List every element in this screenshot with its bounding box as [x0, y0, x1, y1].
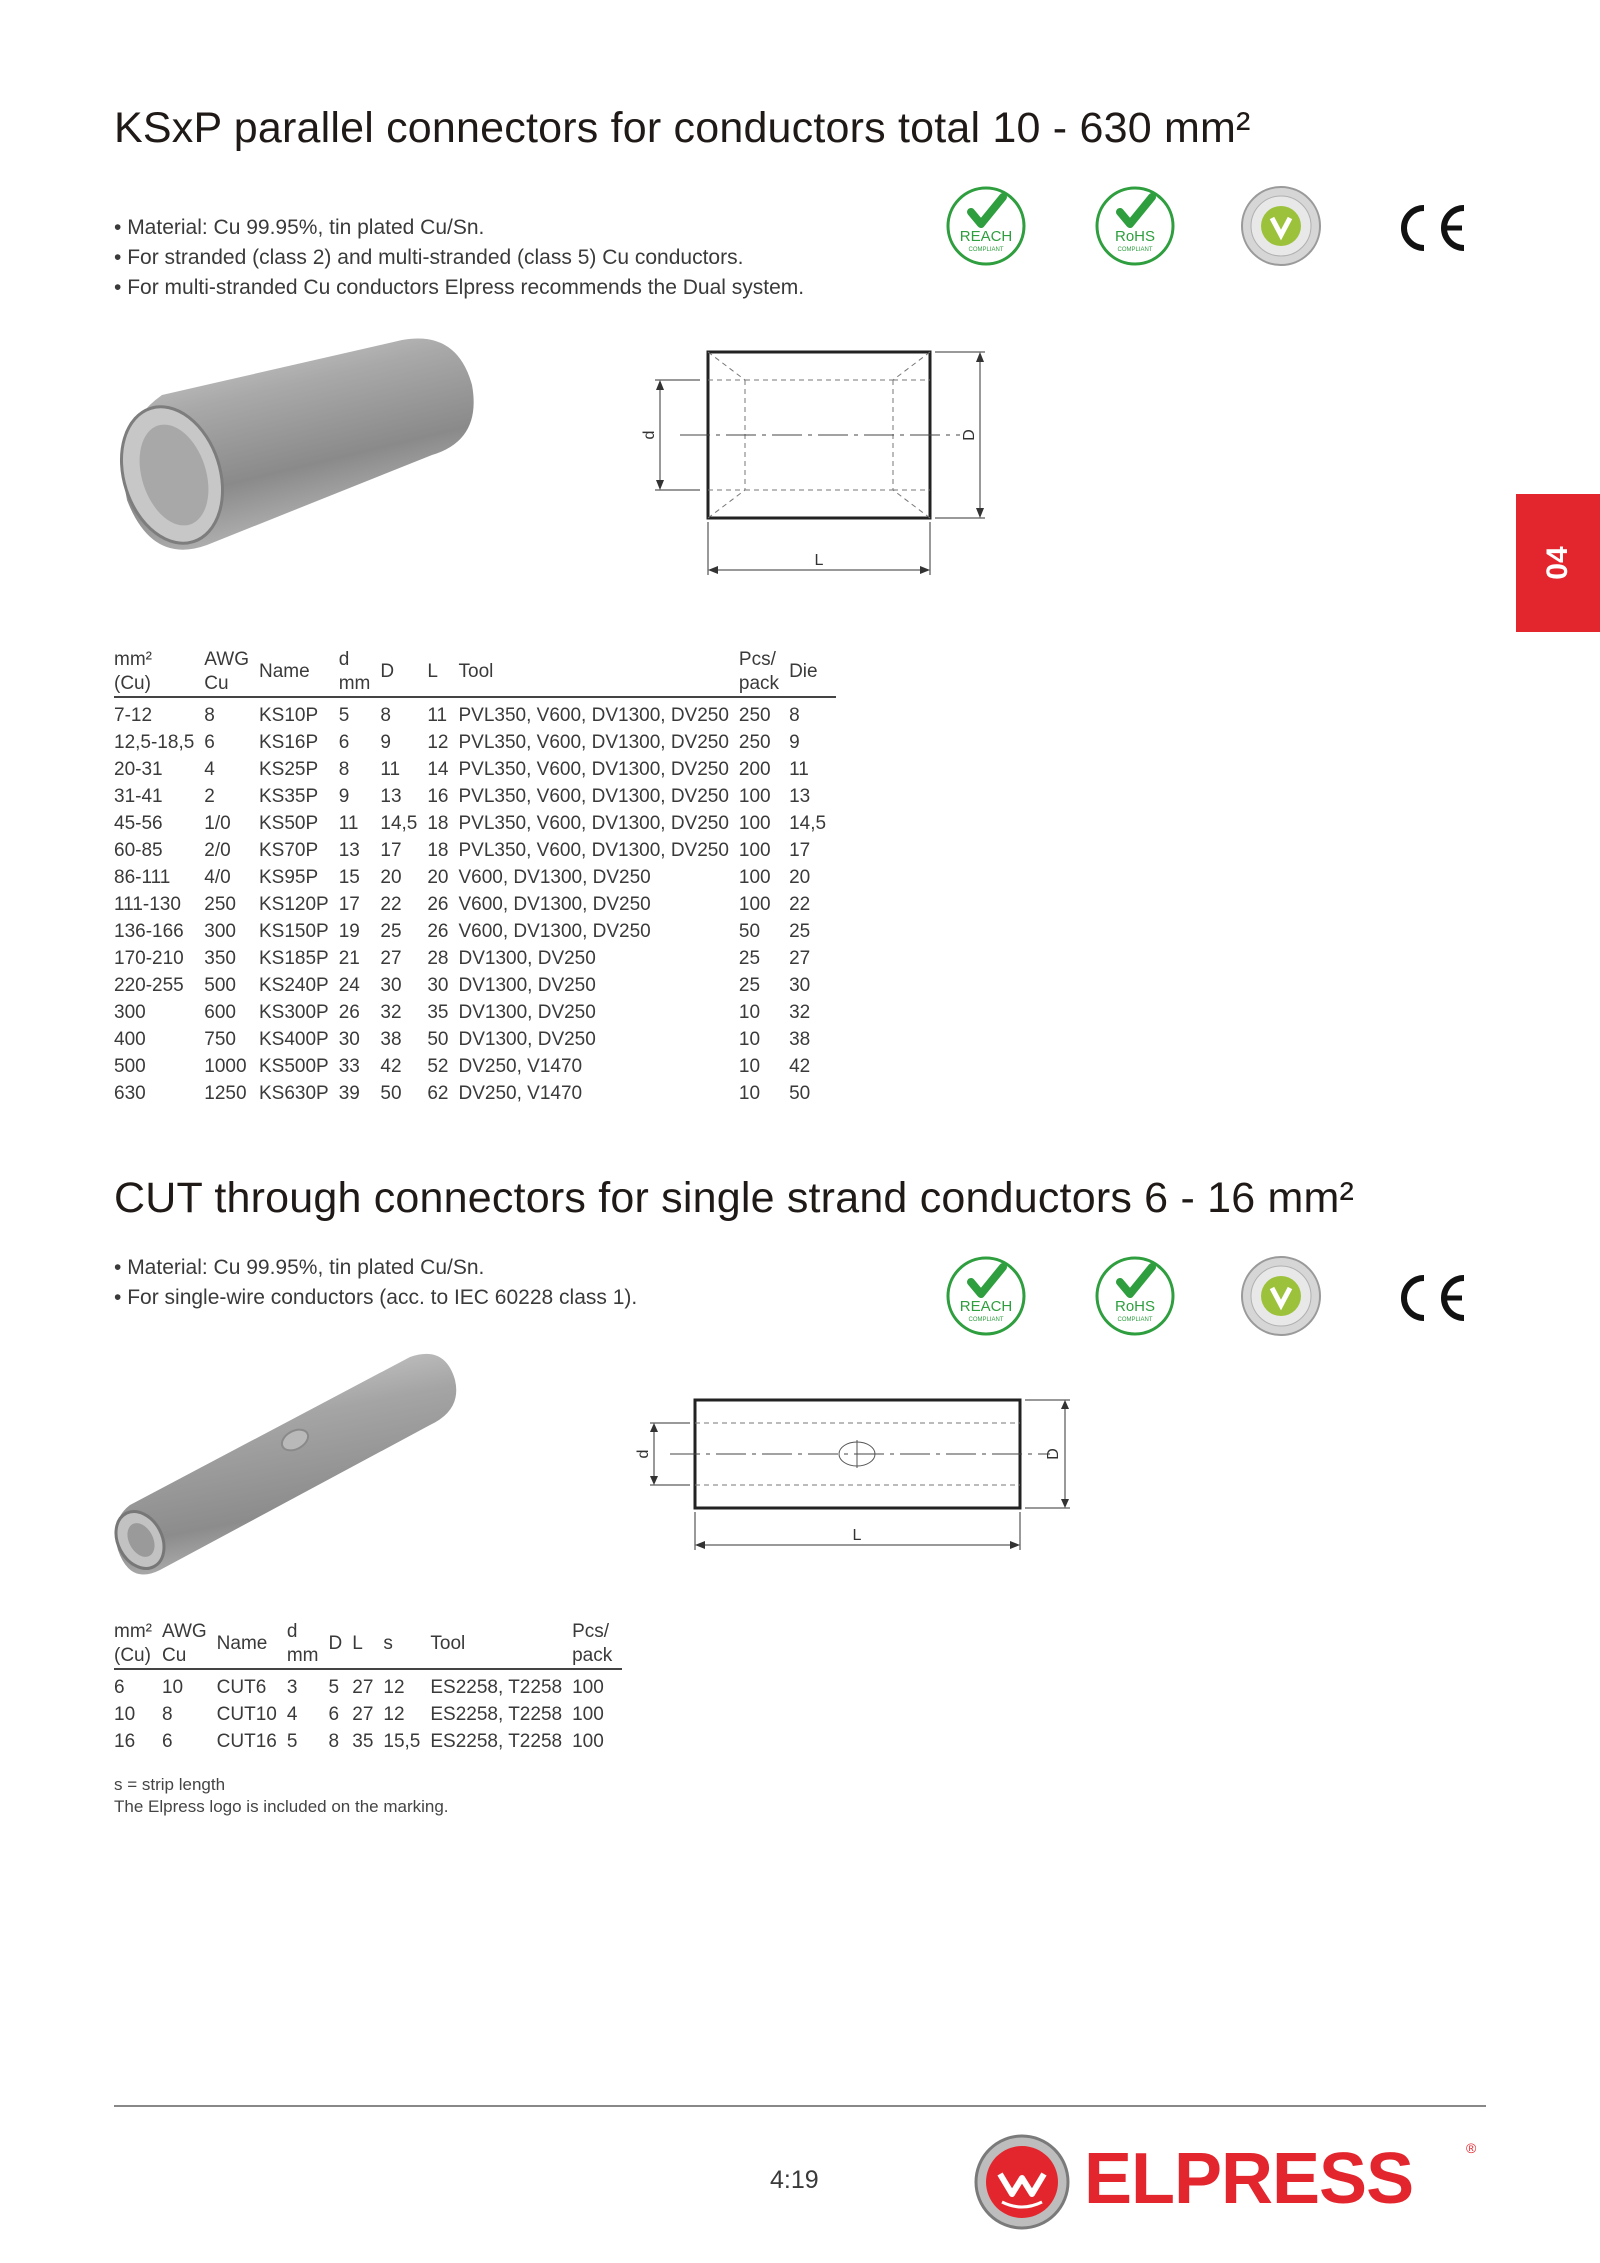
- table-cell: 50: [380, 1083, 402, 1104]
- table-cell: 30: [380, 975, 402, 996]
- table-cell: 25: [738, 975, 761, 996]
- column-header: L: [427, 648, 458, 697]
- table-cell: KS16P: [258, 732, 319, 753]
- table-cell: 8: [328, 1731, 340, 1752]
- table-cell: 12,5-18,5: [114, 732, 195, 753]
- table-cell: 170-210: [114, 948, 184, 969]
- table-cell: 27: [789, 948, 811, 969]
- table-row: [114, 1669, 622, 1701]
- table-notes: [114, 1774, 449, 1818]
- table-cell: CUT16: [216, 1731, 277, 1752]
- table-cell: 400: [114, 1029, 146, 1050]
- column-header: s: [383, 1620, 430, 1669]
- table-cell: KS500P: [258, 1056, 329, 1077]
- table-cell: 17: [789, 840, 811, 861]
- table-cell: 13: [338, 840, 360, 861]
- table-cell: 100: [738, 867, 771, 888]
- table-cell: 15,5: [383, 1731, 421, 1752]
- table-cell: 11: [427, 705, 448, 726]
- reach-sub-label: COMPLIANT: [968, 247, 1004, 253]
- table-cell: 26: [427, 921, 449, 942]
- table-cell: ES2258, T2258: [430, 1704, 563, 1725]
- column-header: d mm: [339, 648, 381, 697]
- table-cell: 12: [383, 1704, 405, 1725]
- elpress-emblem-icon: [972, 2132, 1072, 2232]
- dim-L-label: L: [814, 552, 824, 569]
- column-header: D: [380, 648, 427, 697]
- table-cell: 630: [114, 1083, 146, 1104]
- rohs-icon: [1094, 185, 1176, 267]
- column-header: Name: [217, 1620, 287, 1669]
- table-cell: 52: [427, 1056, 449, 1077]
- table-cell: 5: [328, 1677, 340, 1698]
- table-cell: 100: [572, 1677, 604, 1698]
- note-strip-length: s = strip length: [114, 1775, 226, 1794]
- cut-spec-table: [114, 1620, 622, 1755]
- table-cell: 11: [338, 813, 359, 834]
- table-cell: 136-166: [114, 921, 184, 942]
- table-cell: 1250: [204, 1083, 247, 1104]
- table-cell: 31-41: [114, 786, 163, 807]
- table-cell: 100: [738, 840, 771, 861]
- table-row: [114, 999, 836, 1026]
- table-cell: 22: [380, 894, 402, 915]
- table-cell: 220-255: [114, 975, 184, 996]
- column-header: mm² (Cu): [114, 648, 204, 697]
- ksxp-connector-photo: [112, 330, 492, 610]
- table-cell: 12: [383, 1677, 405, 1698]
- ksxp-spec-table: [114, 648, 836, 1107]
- table-cell: 500: [204, 975, 236, 996]
- table-cell: 17: [338, 894, 360, 915]
- table-cell: PVL350, V600, DV1300, DV250: [458, 759, 729, 780]
- column-header: Name: [259, 648, 339, 697]
- table-cell: 11: [789, 759, 809, 780]
- table-cell: 27: [352, 1704, 374, 1725]
- elpress-system-seal-icon: [1240, 1255, 1322, 1337]
- table-cell: KS630P: [258, 1083, 329, 1104]
- table-cell: 8: [789, 705, 800, 726]
- table-cell: 35: [352, 1731, 374, 1752]
- table-cell: 9: [338, 786, 350, 807]
- table-cell: 32: [380, 1002, 402, 1023]
- rohs-icon: [1094, 1255, 1176, 1337]
- dim-d-label: d: [635, 1449, 652, 1459]
- table-cell: 250: [738, 705, 771, 726]
- table-cell: KS150P: [258, 921, 329, 942]
- table-cell: 7-12: [114, 705, 153, 726]
- table-cell: 10: [161, 1677, 184, 1698]
- page-number: 4:19: [770, 2166, 819, 2194]
- reach-label: REACH: [959, 1298, 1013, 1315]
- table-cell: KS35P: [258, 786, 319, 807]
- table-cell: V600, DV1300, DV250: [458, 921, 651, 942]
- table-cell: 500: [114, 1056, 146, 1077]
- table-cell: 100: [572, 1731, 604, 1752]
- table-cell: 20: [427, 867, 449, 888]
- table-cell: 6: [328, 1704, 340, 1725]
- note-marking: The Elpress logo is included on the marking.: [114, 1797, 449, 1816]
- table-cell: 9: [789, 732, 800, 753]
- dim-d-label: d: [641, 430, 658, 440]
- table-cell: 8: [338, 759, 350, 780]
- table-cell: 8: [380, 705, 391, 726]
- column-header: AWG Cu: [162, 1620, 217, 1669]
- table-cell: KS95P: [258, 867, 319, 888]
- table-row: [114, 972, 836, 999]
- table-row: [114, 783, 836, 810]
- table-row: [114, 864, 836, 891]
- table-cell: 10: [114, 1704, 136, 1725]
- table-cell: 19: [338, 921, 360, 942]
- table-cell: 21: [338, 948, 360, 969]
- table-cell: 300: [204, 921, 236, 942]
- table-cell: 100: [738, 813, 771, 834]
- table-cell: 8: [161, 1704, 173, 1725]
- table-row: [114, 756, 836, 783]
- table-cell: 6: [161, 1731, 173, 1752]
- table-cell: 17: [380, 840, 402, 861]
- table-cell: V600, DV1300, DV250: [458, 894, 651, 915]
- column-header: mm² (Cu): [114, 1620, 162, 1669]
- table-cell: PVL350, V600, DV1300, DV250: [458, 840, 729, 861]
- column-header: Die: [789, 648, 836, 697]
- ce-mark-icon: [1390, 1272, 1472, 1324]
- table-cell: 28: [427, 948, 449, 969]
- table-cell: PVL350, V600, DV1300, DV250: [458, 813, 729, 834]
- section1-bullets: [114, 213, 804, 303]
- table-row: [114, 729, 836, 756]
- table-cell: 250: [738, 732, 771, 753]
- table-cell: 2: [204, 786, 215, 807]
- table-cell: 100: [572, 1704, 604, 1725]
- bullet: • For multi-stranded Cu conductors Elpress recommends the Dual system.: [114, 273, 804, 303]
- column-header: Tool: [430, 1620, 572, 1669]
- table-cell: KS300P: [258, 1002, 329, 1023]
- table-cell: 6: [338, 732, 350, 753]
- section1-title: KSxP parallel connectors for conductors total 10 - 630 mm²: [114, 104, 1251, 152]
- table-cell: ES2258, T2258: [430, 1731, 563, 1752]
- section2-title: CUT through connectors for single strand conductors 6 - 16 mm²: [114, 1174, 1355, 1222]
- column-header: D: [329, 1620, 353, 1669]
- table-cell: 35: [427, 1002, 449, 1023]
- table-cell: 4/0: [204, 867, 231, 888]
- table-cell: 86-111: [114, 867, 171, 888]
- table-cell: 5: [286, 1731, 298, 1752]
- table-cell: KS400P: [258, 1029, 329, 1050]
- table-cell: 13: [789, 786, 811, 807]
- table-cell: 39: [338, 1083, 360, 1104]
- table-cell: 20: [789, 867, 811, 888]
- table-cell: 25: [380, 921, 402, 942]
- table-cell: KS240P: [258, 975, 329, 996]
- dim-D-label: D: [961, 429, 978, 441]
- elpress-system-seal-icon: [1240, 185, 1322, 267]
- table-cell: DV250, V1470: [458, 1083, 583, 1104]
- table-row: [114, 1053, 836, 1080]
- table-cell: 10: [738, 1029, 761, 1050]
- column-header: Pcs/ pack: [739, 648, 789, 697]
- table-cell: 3: [286, 1677, 298, 1698]
- table-cell: 10: [738, 1056, 761, 1077]
- table-cell: 18: [427, 840, 449, 861]
- table-cell: DV1300, DV250: [458, 1029, 596, 1050]
- cut-connector-photo: [110, 1345, 470, 1590]
- chapter-tab: [1516, 494, 1600, 632]
- table-cell: 5: [338, 705, 350, 726]
- table-cell: 750: [204, 1029, 236, 1050]
- table-cell: 32: [789, 1002, 811, 1023]
- table-cell: PVL350, V600, DV1300, DV250: [458, 786, 729, 807]
- table-cell: 10: [738, 1083, 761, 1104]
- table-cell: 50: [427, 1029, 449, 1050]
- table-cell: DV250, V1470: [458, 1056, 583, 1077]
- rohs-sub-label: COMPLIANT: [1117, 1317, 1153, 1323]
- column-header: d mm: [287, 1620, 329, 1669]
- table-cell: 27: [352, 1677, 374, 1698]
- column-header: Pcs/ pack: [572, 1620, 622, 1669]
- table-header-row: [114, 648, 836, 697]
- table-cell: 38: [789, 1029, 811, 1050]
- table-cell: KS10P: [258, 705, 319, 726]
- reach-icon: [945, 185, 1027, 267]
- column-header: Tool: [459, 648, 739, 697]
- dim-D-label: D: [1045, 1448, 1062, 1460]
- table-header-row: [114, 1620, 622, 1669]
- rohs-sub-label: COMPLIANT: [1117, 247, 1153, 253]
- reach-label: REACH: [959, 228, 1013, 245]
- table-cell: 14: [427, 759, 449, 780]
- table-row: [114, 810, 836, 837]
- table-cell: 9: [380, 732, 391, 753]
- table-cell: 20-31: [114, 759, 163, 780]
- table-cell: 6: [204, 732, 215, 753]
- table-cell: 42: [789, 1056, 811, 1077]
- table-cell: 38: [380, 1029, 402, 1050]
- table-cell: 45-56: [114, 813, 163, 834]
- table-cell: 10: [738, 1002, 761, 1023]
- column-header: AWG Cu: [204, 648, 259, 697]
- table-cell: 16: [427, 786, 449, 807]
- table-cell: 4: [286, 1704, 298, 1725]
- table-cell: 25: [789, 921, 811, 942]
- footer-divider: [114, 2105, 1486, 2107]
- reach-icon: [945, 1255, 1027, 1337]
- table-cell: 30: [338, 1029, 360, 1050]
- table-cell: 25: [738, 948, 761, 969]
- table-cell: 26: [427, 894, 449, 915]
- table-cell: 200: [738, 759, 771, 780]
- reach-sub-label: COMPLIANT: [968, 1317, 1004, 1323]
- table-row: [114, 837, 836, 864]
- dim-L-label: L: [852, 1527, 862, 1544]
- table-cell: 33: [338, 1056, 360, 1077]
- elpress-wordmark: ELPRESS: [1084, 2139, 1414, 2219]
- bullet: • For stranded (class 2) and multi-stranded (class 5) Cu conductors.: [114, 243, 804, 273]
- table-cell: DV1300, DV250: [458, 1002, 596, 1023]
- table-cell: 11: [380, 759, 401, 780]
- table-cell: KS50P: [258, 813, 319, 834]
- table-row: [114, 918, 836, 945]
- table-cell: 2/0: [204, 840, 231, 861]
- bullet: • Material: Cu 99.95%, tin plated Cu/Sn.: [114, 1253, 637, 1283]
- table-cell: 6: [114, 1677, 125, 1698]
- table-cell: 100: [738, 786, 771, 807]
- table-cell: 350: [204, 948, 236, 969]
- table-cell: 600: [204, 1002, 236, 1023]
- table-cell: 24: [338, 975, 360, 996]
- table-cell: 14,5: [789, 813, 827, 834]
- table-row: [114, 697, 836, 729]
- table-cell: KS185P: [258, 948, 329, 969]
- cut-dimension-drawing: [635, 1385, 1080, 1555]
- table-cell: 62: [427, 1083, 449, 1104]
- table-cell: 50: [738, 921, 761, 942]
- table-cell: 50: [789, 1083, 811, 1104]
- table-cell: 26: [338, 1002, 360, 1023]
- table-cell: 60-85: [114, 840, 163, 861]
- table-cell: 100: [738, 894, 771, 915]
- table-cell: KS120P: [258, 894, 329, 915]
- table-cell: 16: [114, 1731, 136, 1752]
- table-cell: 18: [427, 813, 449, 834]
- section2-bullets: [114, 1253, 637, 1313]
- table-cell: 22: [789, 894, 811, 915]
- table-row: [114, 1728, 622, 1755]
- table-cell: CUT6: [216, 1677, 267, 1698]
- table-cell: 13: [380, 786, 402, 807]
- table-cell: V600, DV1300, DV250: [458, 867, 651, 888]
- table-cell: 27: [380, 948, 402, 969]
- rohs-label: RoHS: [1114, 1298, 1156, 1315]
- table-cell: 30: [789, 975, 811, 996]
- table-cell: ES2258, T2258: [430, 1677, 563, 1698]
- table-cell: 250: [204, 894, 236, 915]
- rohs-label: RoHS: [1114, 228, 1156, 245]
- table-cell: 300: [114, 1002, 146, 1023]
- table-row: [114, 1026, 836, 1053]
- table-cell: 42: [380, 1056, 402, 1077]
- table-cell: KS70P: [258, 840, 319, 861]
- table-cell: PVL350, V600, DV1300, DV250: [458, 705, 729, 726]
- registered-mark: ®: [1466, 2140, 1477, 2156]
- table-cell: DV1300, DV250: [458, 975, 596, 996]
- table-cell: 111-130: [114, 894, 181, 915]
- table-cell: CUT10: [216, 1704, 277, 1725]
- table-cell: 12: [427, 732, 449, 753]
- table-cell: 20: [380, 867, 402, 888]
- table-row: [114, 1701, 622, 1728]
- table-cell: 1000: [204, 1056, 247, 1077]
- chapter-tab-label: 04: [1541, 546, 1574, 580]
- table-cell: DV1300, DV250: [458, 948, 596, 969]
- table-row: [114, 1080, 836, 1107]
- table-cell: 1/0: [204, 813, 231, 834]
- table-cell: 14,5: [380, 813, 418, 834]
- bullet: • Material: Cu 99.95%, tin plated Cu/Sn.: [114, 213, 804, 243]
- ksxp-dimension-drawing: [640, 340, 1000, 580]
- table-row: [114, 891, 836, 918]
- table-cell: 4: [204, 759, 215, 780]
- table-cell: KS25P: [258, 759, 319, 780]
- table-cell: 30: [427, 975, 449, 996]
- table-cell: 8: [204, 705, 215, 726]
- column-header: L: [352, 1620, 383, 1669]
- table-cell: PVL350, V600, DV1300, DV250: [458, 732, 729, 753]
- table-cell: 15: [338, 867, 360, 888]
- table-row: [114, 945, 836, 972]
- ce-mark-icon: [1390, 202, 1472, 254]
- bullet: • For single-wire conductors (acc. to IEC 60228 class 1).: [114, 1283, 637, 1313]
